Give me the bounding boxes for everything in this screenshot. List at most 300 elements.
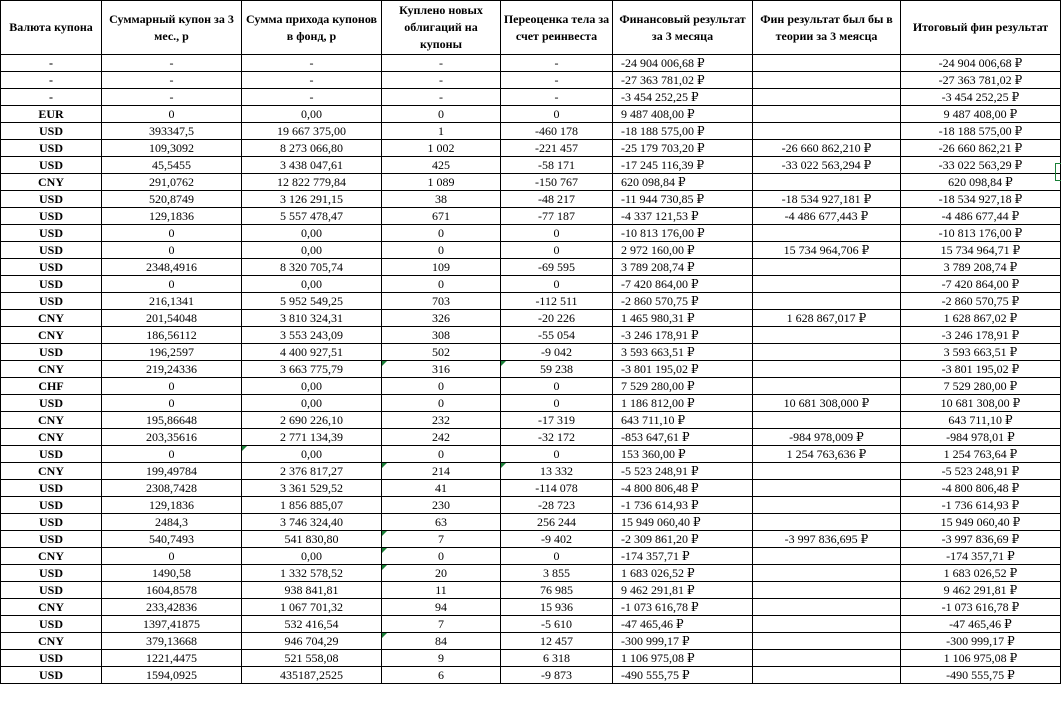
cell-bonds-bought[interactable]: 1: [382, 123, 501, 140]
cell-revaluation[interactable]: -28 723: [501, 497, 613, 514]
cell-theoretical-result[interactable]: [753, 174, 901, 191]
cell-currency[interactable]: USD: [1, 531, 102, 548]
cell-coupon-income[interactable]: 946 704,29: [242, 633, 382, 650]
cell-theoretical-result[interactable]: [753, 582, 901, 599]
cell-total-coupon[interactable]: 0: [102, 548, 242, 565]
cell-currency[interactable]: CNY: [1, 412, 102, 429]
cell-currency[interactable]: USD: [1, 276, 102, 293]
cell-currency[interactable]: USD: [1, 616, 102, 633]
cell-coupon-income[interactable]: 0,00: [242, 106, 382, 123]
cell-final-result[interactable]: -18 534 927,18 ₽: [901, 191, 1061, 208]
cell-bonds-bought[interactable]: 94: [382, 599, 501, 616]
cell-financial-result[interactable]: 1 465 980,31 ₽: [613, 310, 753, 327]
cell-total-coupon[interactable]: 540,7493: [102, 531, 242, 548]
cell-currency[interactable]: -: [1, 55, 102, 72]
header-bonds-bought[interactable]: Куплено новых облигаций на купоны: [382, 1, 501, 55]
cell-coupon-income[interactable]: 938 841,81: [242, 582, 382, 599]
cell-revaluation[interactable]: -460 178: [501, 123, 613, 140]
cell-final-result[interactable]: -4 800 806,48 ₽: [901, 480, 1061, 497]
cell-coupon-income[interactable]: 2 771 134,39: [242, 429, 382, 446]
cell-coupon-income[interactable]: 541 830,80: [242, 531, 382, 548]
cell-revaluation[interactable]: -20 226: [501, 310, 613, 327]
cell-final-result[interactable]: 3 593 663,51 ₽: [901, 344, 1061, 361]
cell-coupon-income[interactable]: 19 667 375,00: [242, 123, 382, 140]
cell-theoretical-result[interactable]: [753, 497, 901, 514]
cell-currency[interactable]: -: [1, 89, 102, 106]
cell-financial-result[interactable]: -7 420 864,00 ₽: [613, 276, 753, 293]
cell-theoretical-result[interactable]: [753, 565, 901, 582]
cell-final-result[interactable]: -7 420 864,00 ₽: [901, 276, 1061, 293]
cell-coupon-income[interactable]: 435187,2525: [242, 667, 382, 684]
cell-bonds-bought[interactable]: -: [382, 55, 501, 72]
cell-final-result[interactable]: 1 683 026,52 ₽: [901, 565, 1061, 582]
cell-revaluation[interactable]: 0: [501, 276, 613, 293]
cell-final-result[interactable]: 620 098,84 ₽: [901, 174, 1061, 191]
cell-coupon-income[interactable]: 3 553 243,09: [242, 327, 382, 344]
cell-financial-result[interactable]: -24 904 006,68 ₽: [613, 55, 753, 72]
cell-revaluation[interactable]: -114 078: [501, 480, 613, 497]
cell-total-coupon[interactable]: 0: [102, 106, 242, 123]
cell-financial-result[interactable]: -174 357,71 ₽: [613, 548, 753, 565]
cell-theoretical-result[interactable]: [753, 259, 901, 276]
cell-total-coupon[interactable]: 109,3092: [102, 140, 242, 157]
cell-coupon-income[interactable]: 3 663 775,79: [242, 361, 382, 378]
cell-bonds-bought[interactable]: 502: [382, 344, 501, 361]
cell-revaluation[interactable]: 0: [501, 395, 613, 412]
cell-total-coupon[interactable]: 129,1836: [102, 208, 242, 225]
cell-theoretical-result[interactable]: -984 978,009 ₽: [753, 429, 901, 446]
cell-bonds-bought[interactable]: 7: [382, 616, 501, 633]
cell-final-result[interactable]: 9 487 408,00 ₽: [901, 106, 1061, 123]
cell-revaluation[interactable]: 15 936: [501, 599, 613, 616]
cell-bonds-bought[interactable]: 109: [382, 259, 501, 276]
cell-final-result[interactable]: -3 246 178,91 ₽: [901, 327, 1061, 344]
cell-financial-result[interactable]: 153 360,00 ₽: [613, 446, 753, 463]
cell-final-result[interactable]: -33 022 563,29 ₽: [901, 157, 1061, 174]
cell-coupon-income[interactable]: 0,00: [242, 276, 382, 293]
cell-coupon-income[interactable]: 3 126 291,15: [242, 191, 382, 208]
cell-currency[interactable]: USD: [1, 225, 102, 242]
cell-coupon-income[interactable]: 3 746 324,40: [242, 514, 382, 531]
cell-final-result[interactable]: 3 789 208,74 ₽: [901, 259, 1061, 276]
cell-financial-result[interactable]: -10 813 176,00 ₽: [613, 225, 753, 242]
cell-revaluation[interactable]: -17 319: [501, 412, 613, 429]
cell-bonds-bought[interactable]: 316: [382, 361, 501, 378]
cell-final-result[interactable]: -490 555,75 ₽: [901, 667, 1061, 684]
cell-coupon-income[interactable]: 12 822 779,84: [242, 174, 382, 191]
cell-total-coupon[interactable]: 2308,7428: [102, 480, 242, 497]
cell-revaluation[interactable]: 0: [501, 225, 613, 242]
cell-financial-result[interactable]: -3 246 178,91 ₽: [613, 327, 753, 344]
cell-final-result[interactable]: -24 904 006,68 ₽: [901, 55, 1061, 72]
cell-bonds-bought[interactable]: 7: [382, 531, 501, 548]
cell-currency[interactable]: USD: [1, 242, 102, 259]
cell-bonds-bought[interactable]: 0: [382, 548, 501, 565]
cell-currency[interactable]: USD: [1, 191, 102, 208]
cell-coupon-income[interactable]: 2 690 226,10: [242, 412, 382, 429]
cell-total-coupon[interactable]: 0: [102, 378, 242, 395]
cell-bonds-bought[interactable]: 63: [382, 514, 501, 531]
cell-financial-result[interactable]: -490 555,75 ₽: [613, 667, 753, 684]
cell-revaluation[interactable]: 3 855: [501, 565, 613, 582]
cell-financial-result[interactable]: -1 736 614,93 ₽: [613, 497, 753, 514]
cell-final-result[interactable]: 10 681 308,00 ₽: [901, 395, 1061, 412]
cell-total-coupon[interactable]: 379,13668: [102, 633, 242, 650]
cell-revaluation[interactable]: -69 595: [501, 259, 613, 276]
cell-theoretical-result[interactable]: [753, 650, 901, 667]
cell-theoretical-result[interactable]: [753, 633, 901, 650]
cell-total-coupon[interactable]: 195,86648: [102, 412, 242, 429]
cell-currency[interactable]: CNY: [1, 633, 102, 650]
cell-currency[interactable]: CNY: [1, 361, 102, 378]
cell-coupon-income[interactable]: 4 400 927,51: [242, 344, 382, 361]
cell-total-coupon[interactable]: 1490,58: [102, 565, 242, 582]
cell-currency[interactable]: USD: [1, 446, 102, 463]
cell-total-coupon[interactable]: 0: [102, 276, 242, 293]
cell-total-coupon[interactable]: 129,1836: [102, 497, 242, 514]
cell-final-result[interactable]: 15 949 060,40 ₽: [901, 514, 1061, 531]
cell-bonds-bought[interactable]: 230: [382, 497, 501, 514]
cell-financial-result[interactable]: -853 647,61 ₽: [613, 429, 753, 446]
cell-total-coupon[interactable]: 196,2597: [102, 344, 242, 361]
cell-theoretical-result[interactable]: [753, 123, 901, 140]
cell-revaluation[interactable]: -77 187: [501, 208, 613, 225]
cell-final-result[interactable]: -47 465,46 ₽: [901, 616, 1061, 633]
cell-revaluation[interactable]: -221 457: [501, 140, 613, 157]
cell-final-result[interactable]: -3 801 195,02 ₽: [901, 361, 1061, 378]
cell-financial-result[interactable]: -25 179 703,20 ₽: [613, 140, 753, 157]
cell-currency[interactable]: USD: [1, 395, 102, 412]
cell-revaluation[interactable]: 59 238: [501, 361, 613, 378]
cell-theoretical-result[interactable]: 10 681 308,000 ₽: [753, 395, 901, 412]
cell-coupon-income[interactable]: 1 332 578,52: [242, 565, 382, 582]
cell-theoretical-result[interactable]: -33 022 563,294 ₽: [753, 157, 901, 174]
cell-revaluation[interactable]: -9 402: [501, 531, 613, 548]
cell-theoretical-result[interactable]: [753, 480, 901, 497]
cell-theoretical-result[interactable]: [753, 55, 901, 72]
cell-final-result[interactable]: -984 978,01 ₽: [901, 429, 1061, 446]
cell-bonds-bought[interactable]: 308: [382, 327, 501, 344]
cell-revaluation[interactable]: 0: [501, 378, 613, 395]
cell-coupon-income[interactable]: 5 952 549,25: [242, 293, 382, 310]
cell-currency[interactable]: USD: [1, 667, 102, 684]
cell-bonds-bought[interactable]: 214: [382, 463, 501, 480]
cell-financial-result[interactable]: -17 245 116,39 ₽: [613, 157, 753, 174]
cell-financial-result[interactable]: 7 529 280,00 ₽: [613, 378, 753, 395]
cell-revaluation[interactable]: 6 318: [501, 650, 613, 667]
cell-financial-result[interactable]: -3 801 195,02 ₽: [613, 361, 753, 378]
cell-revaluation[interactable]: 0: [501, 242, 613, 259]
cell-final-result[interactable]: -174 357,71 ₽: [901, 548, 1061, 565]
cell-revaluation[interactable]: 0: [501, 106, 613, 123]
cell-financial-result[interactable]: 2 972 160,00 ₽: [613, 242, 753, 259]
cell-financial-result[interactable]: -47 465,46 ₽: [613, 616, 753, 633]
cell-bonds-bought[interactable]: 1 002: [382, 140, 501, 157]
cell-total-coupon[interactable]: 1397,41875: [102, 616, 242, 633]
cell-bonds-bought[interactable]: 38: [382, 191, 501, 208]
cell-financial-result[interactable]: -2 309 861,20 ₽: [613, 531, 753, 548]
cell-final-result[interactable]: 7 529 280,00 ₽: [901, 378, 1061, 395]
cell-revaluation[interactable]: 76 985: [501, 582, 613, 599]
cell-total-coupon[interactable]: -: [102, 72, 242, 89]
cell-revaluation[interactable]: -55 054: [501, 327, 613, 344]
cell-bonds-bought[interactable]: 326: [382, 310, 501, 327]
cell-final-result[interactable]: 9 462 291,81 ₽: [901, 582, 1061, 599]
cell-bonds-bought[interactable]: 0: [382, 395, 501, 412]
cell-revaluation[interactable]: -112 511: [501, 293, 613, 310]
cell-revaluation[interactable]: -150 767: [501, 174, 613, 191]
cell-final-result[interactable]: -18 188 575,00 ₽: [901, 123, 1061, 140]
header-theoretical-result[interactable]: Фин результат был бы в теории за 3 меясца: [753, 1, 901, 55]
cell-theoretical-result[interactable]: [753, 293, 901, 310]
cell-financial-result[interactable]: -18 188 575,00 ₽: [613, 123, 753, 140]
cell-bonds-bought[interactable]: 6: [382, 667, 501, 684]
cell-total-coupon[interactable]: 2484,3: [102, 514, 242, 531]
cell-theoretical-result[interactable]: [753, 276, 901, 293]
cell-total-coupon[interactable]: 0: [102, 225, 242, 242]
cell-currency[interactable]: USD: [1, 123, 102, 140]
cell-final-result[interactable]: 643 711,10 ₽: [901, 412, 1061, 429]
cell-financial-result[interactable]: 1 106 975,08 ₽: [613, 650, 753, 667]
header-currency[interactable]: Валюта купона: [1, 1, 102, 55]
cell-bonds-bought[interactable]: 84: [382, 633, 501, 650]
header-coupon-income[interactable]: Сумма прихода купонов в фонд, р: [242, 1, 382, 55]
cell-theoretical-result[interactable]: [753, 514, 901, 531]
cell-financial-result[interactable]: -4 337 121,53 ₽: [613, 208, 753, 225]
cell-theoretical-result[interactable]: -3 997 836,695 ₽: [753, 531, 901, 548]
cell-currency[interactable]: CNY: [1, 327, 102, 344]
cell-theoretical-result[interactable]: [753, 548, 901, 565]
cell-final-result[interactable]: 1 628 867,02 ₽: [901, 310, 1061, 327]
cell-currency[interactable]: USD: [1, 140, 102, 157]
cell-revaluation[interactable]: -32 172: [501, 429, 613, 446]
cell-coupon-income[interactable]: -: [242, 72, 382, 89]
cell-coupon-income[interactable]: -: [242, 55, 382, 72]
cell-total-coupon[interactable]: 0: [102, 395, 242, 412]
cell-bonds-bought[interactable]: 1 089: [382, 174, 501, 191]
cell-coupon-income[interactable]: 5 557 478,47: [242, 208, 382, 225]
cell-currency[interactable]: USD: [1, 208, 102, 225]
cell-total-coupon[interactable]: 219,24336: [102, 361, 242, 378]
cell-total-coupon[interactable]: 0: [102, 242, 242, 259]
cell-currency[interactable]: CNY: [1, 548, 102, 565]
cell-financial-result[interactable]: -27 363 781,02 ₽: [613, 72, 753, 89]
cell-final-result[interactable]: -5 523 248,91 ₽: [901, 463, 1061, 480]
cell-bonds-bought[interactable]: -: [382, 72, 501, 89]
cell-theoretical-result[interactable]: [753, 89, 901, 106]
cell-financial-result[interactable]: 1 186 812,00 ₽: [613, 395, 753, 412]
cell-total-coupon[interactable]: 233,42836: [102, 599, 242, 616]
cell-financial-result[interactable]: -1 073 616,78 ₽: [613, 599, 753, 616]
cell-coupon-income[interactable]: 3 361 529,52: [242, 480, 382, 497]
cell-theoretical-result[interactable]: [753, 616, 901, 633]
cell-theoretical-result[interactable]: [753, 599, 901, 616]
cell-final-result[interactable]: -4 486 677,44 ₽: [901, 208, 1061, 225]
cell-coupon-income[interactable]: 0,00: [242, 446, 382, 463]
cell-bonds-bought[interactable]: 0: [382, 446, 501, 463]
cell-theoretical-result[interactable]: [753, 463, 901, 480]
cell-coupon-income[interactable]: 3 810 324,31: [242, 310, 382, 327]
cell-theoretical-result[interactable]: [753, 225, 901, 242]
cell-revaluation[interactable]: 0: [501, 446, 613, 463]
cell-theoretical-result[interactable]: [753, 378, 901, 395]
cell-final-result[interactable]: -300 999,17 ₽: [901, 633, 1061, 650]
cell-currency[interactable]: CNY: [1, 310, 102, 327]
cell-currency[interactable]: EUR: [1, 106, 102, 123]
cell-theoretical-result[interactable]: [753, 412, 901, 429]
cell-currency[interactable]: USD: [1, 582, 102, 599]
cell-currency[interactable]: USD: [1, 259, 102, 276]
cell-total-coupon[interactable]: -: [102, 89, 242, 106]
cell-coupon-income[interactable]: 8 320 705,74: [242, 259, 382, 276]
cell-currency[interactable]: USD: [1, 480, 102, 497]
cell-revaluation[interactable]: -: [501, 55, 613, 72]
cell-currency[interactable]: USD: [1, 514, 102, 531]
cell-total-coupon[interactable]: 216,1341: [102, 293, 242, 310]
cell-final-result[interactable]: 1 106 975,08 ₽: [901, 650, 1061, 667]
cell-bonds-bought[interactable]: 0: [382, 378, 501, 395]
cell-coupon-income[interactable]: -: [242, 89, 382, 106]
cell-bonds-bought[interactable]: 41: [382, 480, 501, 497]
cell-revaluation[interactable]: 256 244: [501, 514, 613, 531]
cell-revaluation[interactable]: -: [501, 72, 613, 89]
cell-coupon-income[interactable]: 3 438 047,61: [242, 157, 382, 174]
cell-final-result[interactable]: -27 363 781,02 ₽: [901, 72, 1061, 89]
cell-bonds-bought[interactable]: 232: [382, 412, 501, 429]
cell-theoretical-result[interactable]: 1 628 867,017 ₽: [753, 310, 901, 327]
cell-final-result[interactable]: -10 813 176,00 ₽: [901, 225, 1061, 242]
cell-currency[interactable]: CNY: [1, 599, 102, 616]
cell-financial-result[interactable]: -3 454 252,25 ₽: [613, 89, 753, 106]
cell-coupon-income[interactable]: 532 416,54: [242, 616, 382, 633]
cell-bonds-bought[interactable]: 0: [382, 242, 501, 259]
cell-total-coupon[interactable]: 186,56112: [102, 327, 242, 344]
cell-coupon-income[interactable]: 1 856 885,07: [242, 497, 382, 514]
header-financial-result[interactable]: Финансовый результат за 3 месяца: [613, 1, 753, 55]
cell-coupon-income[interactable]: 0,00: [242, 548, 382, 565]
cell-final-result[interactable]: -26 660 862,21 ₽: [901, 140, 1061, 157]
cell-coupon-income[interactable]: 2 376 817,27: [242, 463, 382, 480]
cell-total-coupon[interactable]: 45,5455: [102, 157, 242, 174]
cell-total-coupon[interactable]: 199,49784: [102, 463, 242, 480]
cell-theoretical-result[interactable]: [753, 327, 901, 344]
cell-final-result[interactable]: -1 073 616,78 ₽: [901, 599, 1061, 616]
cell-currency[interactable]: USD: [1, 344, 102, 361]
cell-theoretical-result[interactable]: [753, 667, 901, 684]
cell-currency[interactable]: USD: [1, 293, 102, 310]
cell-theoretical-result[interactable]: [753, 106, 901, 123]
cell-currency[interactable]: USD: [1, 157, 102, 174]
cell-theoretical-result[interactable]: -26 660 862,210 ₽: [753, 140, 901, 157]
cell-currency[interactable]: CNY: [1, 429, 102, 446]
header-final-result[interactable]: Итоговый фин результат: [901, 1, 1061, 55]
cell-bonds-bought[interactable]: 671: [382, 208, 501, 225]
cell-total-coupon[interactable]: 203,35616: [102, 429, 242, 446]
cell-financial-result[interactable]: -5 523 248,91 ₽: [613, 463, 753, 480]
cell-coupon-income[interactable]: 1 067 701,32: [242, 599, 382, 616]
cell-bonds-bought[interactable]: 242: [382, 429, 501, 446]
cell-total-coupon[interactable]: 291,0762: [102, 174, 242, 191]
cell-theoretical-result[interactable]: 1 254 763,636 ₽: [753, 446, 901, 463]
cell-theoretical-result[interactable]: [753, 344, 901, 361]
cell-revaluation[interactable]: -5 610: [501, 616, 613, 633]
cell-total-coupon[interactable]: 1221,4475: [102, 650, 242, 667]
cell-bonds-bought[interactable]: 703: [382, 293, 501, 310]
cell-final-result[interactable]: 1 254 763,64 ₽: [901, 446, 1061, 463]
cell-financial-result[interactable]: 9 487 408,00 ₽: [613, 106, 753, 123]
cell-currency[interactable]: CHF: [1, 378, 102, 395]
cell-financial-result[interactable]: 620 098,84 ₽: [613, 174, 753, 191]
cell-total-coupon[interactable]: 1604,8578: [102, 582, 242, 599]
cell-final-result[interactable]: 15 734 964,71 ₽: [901, 242, 1061, 259]
cell-financial-result[interactable]: 3 789 208,74 ₽: [613, 259, 753, 276]
cell-financial-result[interactable]: 643 711,10 ₽: [613, 412, 753, 429]
cell-coupon-income[interactable]: 0,00: [242, 225, 382, 242]
cell-revaluation[interactable]: 0: [501, 548, 613, 565]
cell-currency[interactable]: CNY: [1, 463, 102, 480]
cell-bonds-bought[interactable]: 425: [382, 157, 501, 174]
cell-bonds-bought[interactable]: 0: [382, 106, 501, 123]
cell-revaluation[interactable]: -9 873: [501, 667, 613, 684]
cell-total-coupon[interactable]: 2348,4916: [102, 259, 242, 276]
cell-total-coupon[interactable]: 520,8749: [102, 191, 242, 208]
cell-financial-result[interactable]: -2 860 570,75 ₽: [613, 293, 753, 310]
cell-financial-result[interactable]: -4 800 806,48 ₽: [613, 480, 753, 497]
cell-theoretical-result[interactable]: [753, 72, 901, 89]
cell-bonds-bought[interactable]: 9: [382, 650, 501, 667]
cell-total-coupon[interactable]: -: [102, 55, 242, 72]
cell-total-coupon[interactable]: 0: [102, 446, 242, 463]
cell-coupon-income[interactable]: 0,00: [242, 378, 382, 395]
cell-financial-result[interactable]: 9 462 291,81 ₽: [613, 582, 753, 599]
cell-final-result[interactable]: -3 454 252,25 ₽: [901, 89, 1061, 106]
cell-bonds-bought[interactable]: -: [382, 89, 501, 106]
cell-currency[interactable]: -: [1, 72, 102, 89]
cell-theoretical-result[interactable]: 15 734 964,706 ₽: [753, 242, 901, 259]
cell-currency[interactable]: USD: [1, 650, 102, 667]
cell-revaluation[interactable]: 12 457: [501, 633, 613, 650]
cell-bonds-bought[interactable]: 11: [382, 582, 501, 599]
cell-theoretical-result[interactable]: -4 486 677,443 ₽: [753, 208, 901, 225]
cell-revaluation[interactable]: -48 217: [501, 191, 613, 208]
cell-revaluation[interactable]: -9 042: [501, 344, 613, 361]
cell-financial-result[interactable]: 3 593 663,51 ₽: [613, 344, 753, 361]
cell-theoretical-result[interactable]: [753, 361, 901, 378]
cell-bonds-bought[interactable]: 0: [382, 276, 501, 293]
cell-currency[interactable]: USD: [1, 497, 102, 514]
cell-financial-result[interactable]: 1 683 026,52 ₽: [613, 565, 753, 582]
cell-coupon-income[interactable]: 0,00: [242, 395, 382, 412]
cell-financial-result[interactable]: -11 944 730,85 ₽: [613, 191, 753, 208]
header-revaluation[interactable]: Переоценка тела за счет реинвеста: [501, 1, 613, 55]
cell-total-coupon[interactable]: 201,54048: [102, 310, 242, 327]
cell-financial-result[interactable]: -300 999,17 ₽: [613, 633, 753, 650]
cell-final-result[interactable]: -2 860 570,75 ₽: [901, 293, 1061, 310]
cell-theoretical-result[interactable]: -18 534 927,181 ₽: [753, 191, 901, 208]
cell-final-result[interactable]: -3 997 836,69 ₽: [901, 531, 1061, 548]
cell-bonds-bought[interactable]: 20: [382, 565, 501, 582]
cell-coupon-income[interactable]: 0,00: [242, 242, 382, 259]
cell-currency[interactable]: CNY: [1, 174, 102, 191]
header-total-coupon[interactable]: Суммарный купон за 3 мес., р: [102, 1, 242, 55]
cell-financial-result[interactable]: 15 949 060,40 ₽: [613, 514, 753, 531]
cell-total-coupon[interactable]: 1594,0925: [102, 667, 242, 684]
cell-currency[interactable]: USD: [1, 565, 102, 582]
cell-revaluation[interactable]: -: [501, 89, 613, 106]
cell-coupon-income[interactable]: 8 273 066,80: [242, 140, 382, 157]
cell-bonds-bought[interactable]: 0: [382, 225, 501, 242]
cell-final-result[interactable]: -1 736 614,93 ₽: [901, 497, 1061, 514]
